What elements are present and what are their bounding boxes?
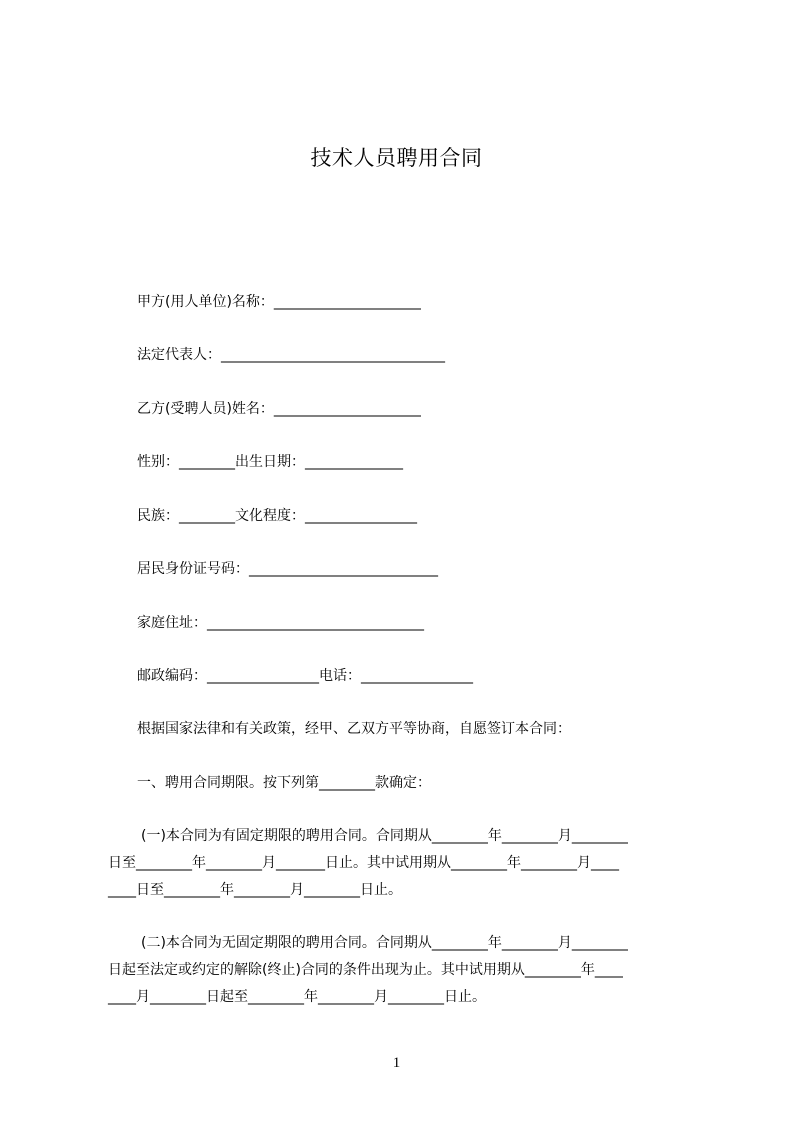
page-number: 1: [392, 1055, 401, 1071]
clause-1-line-3: ____日至________年________月________日止。: [108, 882, 402, 898]
clause-1-line-1: (一)本合同为有固定期限的聘用合同。合同期从________年________月________: [141, 828, 628, 844]
clause-2-line-2: 日起至法定或约定的解除(终止)合同的条件出现为止。其中试用期从________年____: [108, 962, 623, 978]
id-number-field: 居民身份证号码：___________________________: [137, 561, 438, 577]
clause-2-line-1: (二)本合同为无固定期限的聘用合同。合同期从________年________月________: [141, 935, 628, 951]
document-title: 技术人员聘用合同: [310, 146, 483, 170]
legal-representative-field: 法定代表人：________________________________: [137, 347, 445, 363]
postal-phone-field: 邮政编码：________________电话：________________: [137, 668, 473, 684]
party-b-name-field: 乙方(受聘人员)姓名：_____________________: [137, 401, 421, 417]
ethnicity-education-field: 民族：________文化程度：________________: [137, 508, 417, 524]
contract-intro: 根据国家法律和有关政策，经甲、乙双方平等协商，自愿签订本合同：: [137, 721, 571, 737]
gender-birthdate-field: 性别：________出生日期：______________: [137, 454, 403, 470]
clause-1-line-2: 日至________年________月_______日止。其中试用期从________年________月____: [108, 855, 619, 871]
clause-2-line-3: ____月________日起至________年________月________日止。: [108, 989, 486, 1005]
party-a-name-field: 甲方(用人单位)名称：_____________________: [137, 294, 421, 310]
section-1-heading: 一、聘用合同期限。按下列第________款确定：: [137, 775, 431, 791]
home-address-field: 家庭住址：_______________________________: [137, 615, 424, 631]
